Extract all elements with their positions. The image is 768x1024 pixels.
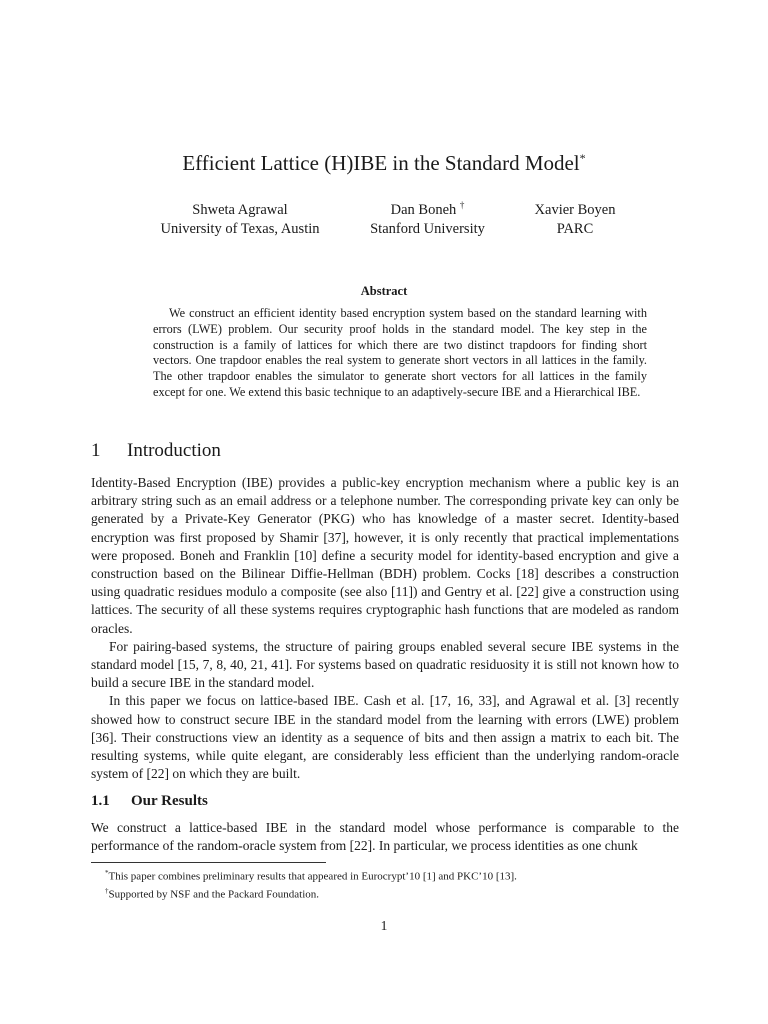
author-affiliation: University of Texas, Austin: [160, 220, 320, 237]
footnote-text: Supported by NSF and the Packard Foundation.: [108, 888, 320, 901]
abstract-text: We construct an efficient identity based encryption system based on the standard learning with errors (LWE) problem. Our security proof holds in the standard model. The key step in the construction is a family of lattices for which there are two distinct trapdoors for finding short vectors. One trapdoor enables the real system to generate short vectors in all lattices in the family. The other trapdoor enables the simulator to generate short vectors for all lattices in the family except for one. We extend this basic technique to an adaptively-secure IBE and a Hierarchical IBE.: [153, 306, 647, 399]
author-affiliation: PARC: [556, 220, 594, 237]
section-heading: [91, 440, 221, 462]
footnote-text: This paper combines preliminary results that appeared in Eurocrypt’10 [1] and PKC’10 [13].: [108, 870, 517, 883]
footnote-divider: [91, 862, 326, 863]
section-title: Introduction: [127, 440, 221, 461]
paragraph: We construct a lattice-based IBE in the standard model whose performance is comparable to the performance of the random-oracle system from [22]. In particular, we process identities as one chunk: [91, 820, 679, 854]
author-affiliation: Stanford University: [370, 220, 485, 237]
author-block: [145, 196, 335, 239]
footnote: [91, 866, 679, 884]
footnote-mark: †: [105, 887, 109, 896]
abstract-heading: Abstract: [360, 284, 408, 298]
subsection-title: Our Results: [131, 793, 208, 809]
author-block: [515, 196, 635, 239]
section-number: 1: [91, 440, 101, 461]
our-results-body: [91, 819, 679, 855]
paper-title: [0, 145, 768, 176]
author-name: Dan Boneh: [390, 201, 460, 218]
author-name: Xavier Boyen: [534, 201, 616, 218]
paragraph: Identity-Based Encryption (IBE) provides a public-key encryption mechanism where a public key is an arbitrary string such as an email address or a telephone number. The corresponding private key can only be generated by a Private-Key Generator (PKG) who has knowledge of a master secret. Identity-based encryption was first proposed by Shamir [37], however, it is only recently that practical implementations were proposed. Boneh and Franklin [10] define a security model for identity-based encryption and give a construction based on the Bilinear Diffie-Hellman (BDH) problem. Cocks [18] describes a construction using quadratic residues modulo a composite (see also [11]) and Gentry et al. [22] give a construction using lattices. The security of all these systems requires cryptographic hash functions that are modeled as random oracles.: [91, 475, 679, 636]
author-footnote-mark: †: [459, 200, 465, 210]
author-name: Shweta Agrawal: [192, 201, 288, 218]
page-number: 1: [380, 918, 388, 933]
footnote: [91, 884, 679, 902]
subsection-number: 1.1: [91, 793, 110, 809]
paragraph: In this paper we focus on lattice-based IBE. Cash et al. [17, 16, 33], and Agrawal et al. [3] recently showed how to construct secure IBE in the standard model from the learning with errors (LWE) problem [36]. Their constructions view an identity as a sequence of bits and then assign a matrix to each bit. The resulting systems, while quite elegant, are considerably less efficient than the underlying random-oracle system of [22] on which they are built.: [91, 693, 679, 782]
author-block: [350, 196, 505, 239]
introduction-body: [91, 474, 679, 783]
paper-title-text: Efficient Lattice (H)IBE in the Standard Model: [182, 151, 580, 175]
footnotes: [91, 866, 679, 902]
title-footnote-mark: *: [579, 151, 586, 165]
subsection-heading: [91, 793, 208, 810]
footnote-mark: *: [105, 869, 109, 877]
paragraph: For pairing-based systems, the structure of pairing groups enabled several secure IBE systems in the standard model [15, 7, 8, 40, 21, 41]. For systems based on quadratic residuosity it is still not known how to build a secure IBE in the standard model.: [91, 638, 679, 691]
